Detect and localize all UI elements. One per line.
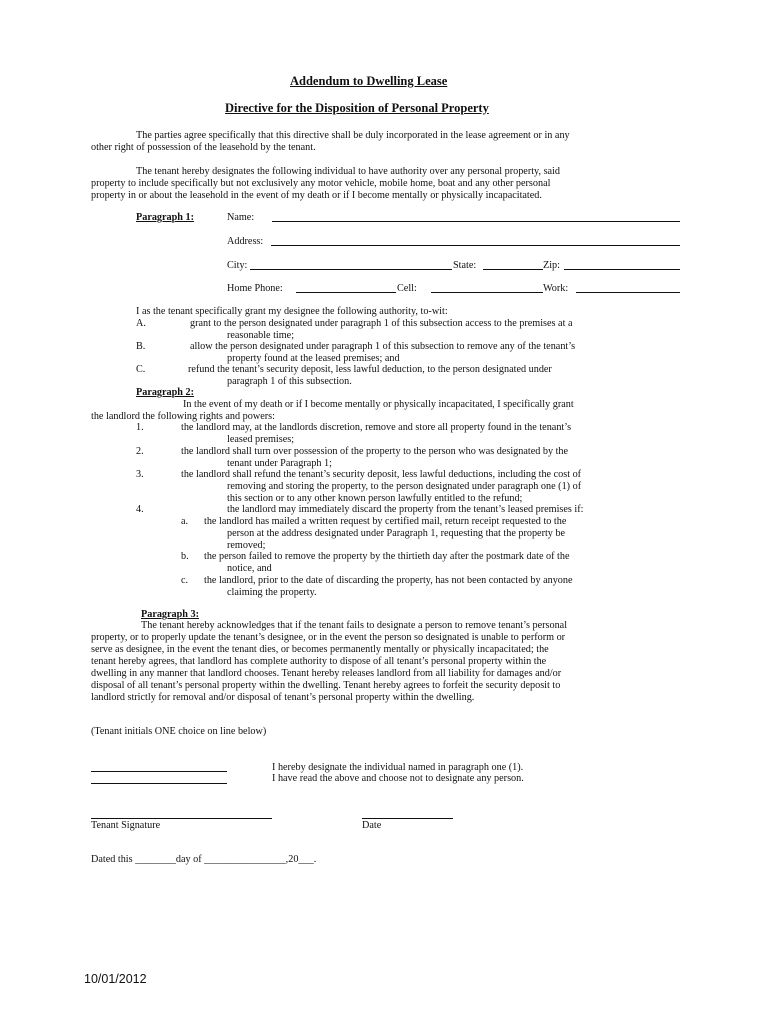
p2-sub-b-line2: notice, and: [227, 563, 272, 574]
authority-a-line2: reasonable time;: [227, 330, 295, 341]
intro1-line1: The parties agree specifically that this directive shall be duly incorporated in the lease agreement or in any: [136, 130, 570, 141]
p2-intro-line1: In the event of my death or if I become mentally or physically incapacitated, I specifically grant: [183, 399, 574, 410]
p2-sub-a-line2: person at the address designated under Paragraph 1, requesting that the property be: [227, 528, 566, 539]
p3-line3: serve as designee, in the event the tenant dies, or becomes permanently mentally or physically incapacitated; the: [91, 644, 549, 655]
p2-sub-a-line1: the landlord has mailed a written request by certified mail, return receipt requested to the: [204, 516, 567, 527]
document-subtitle: Directive for the Disposition of Personal Property: [225, 101, 489, 115]
p2-sub-a-marker: a.: [181, 516, 189, 527]
p3-line1: The tenant hereby acknowledges that if the tenant fails to designate a person to remove tenant’s personal: [141, 620, 568, 631]
work-field[interactable]: [576, 292, 680, 293]
intro2-line3: property in or about the leasehold in the event of my death or if I become mentally or physically incapacitated.: [91, 190, 542, 201]
p2-sub-a-line3: removed;: [227, 540, 266, 551]
paragraph1-heading: Paragraph 1:: [136, 212, 195, 223]
home-phone-label: Home Phone:: [227, 283, 283, 294]
authority-c-line1: refund the tenant’s security deposit, less lawful deduction, to the person designated under: [188, 364, 552, 375]
p2-sub-c-line2: claiming the property.: [227, 587, 317, 598]
p3-line7: landlord strictly for removal and/or disposal of tenant’s personal property within the dwelling.: [91, 692, 475, 703]
footer-date: 10/01/2012: [84, 972, 147, 986]
p2-sub-b-line1: the person failed to remove the property by the thirtieth day after the postmark date of the: [204, 551, 570, 562]
name-label: Name:: [227, 212, 255, 223]
p3-line6: disposal of all tenant’s personal property within the dwelling. Tenant hereby agrees to forfeit the security deposit to: [91, 680, 561, 691]
p2-item4-marker: 4.: [136, 504, 144, 515]
initials-designate-text: I hereby designate the individual named in paragraph one (1).: [272, 762, 524, 773]
p3-line2: property, or to properly update the tenant’s designee, or in the event the person so designated is unable to perform or: [91, 632, 566, 643]
p2-item3-line1: the landlord shall refund the tenant’s security deposit, less lawful deductions, including the cost of: [181, 469, 582, 480]
p2-item3-line2: removing and storing the property, to the person designated under paragraph one (1) of: [227, 481, 582, 492]
home-phone-field[interactable]: [296, 292, 396, 293]
paragraph2-heading: Paragraph 2:: [136, 387, 195, 398]
authority-b-marker: B.: [136, 341, 146, 352]
initials-decline-text: I have read the above and choose not to designate any person.: [272, 773, 524, 784]
authority-c-line2: paragraph 1 of this subsection.: [227, 376, 352, 387]
zip-field[interactable]: [564, 269, 680, 270]
cell-field[interactable]: [431, 292, 543, 293]
state-field[interactable]: [483, 269, 543, 270]
authority-a-line1: grant to the person designated under paragraph 1 of this subsection access to the premises at a: [190, 318, 573, 329]
authority-b-line1: allow the person designated under paragraph 1 of this subsection to remove any of the tenant’s: [190, 341, 576, 352]
p2-sub-b-marker: b.: [181, 551, 189, 562]
p2-item3-marker: 3.: [136, 469, 144, 480]
tenant-signature-label: Tenant Signature: [91, 820, 161, 831]
intro1-line2: other right of possession of the leasehold by the tenant.: [91, 142, 316, 153]
address-field[interactable]: [271, 245, 680, 246]
authority-c-marker: C.: [136, 364, 146, 375]
work-label: Work:: [543, 283, 569, 294]
initials-designate-field[interactable]: [91, 771, 227, 772]
name-field[interactable]: [272, 221, 680, 222]
document-title: Addendum to Dwelling Lease: [290, 74, 448, 88]
intro2-line1: The tenant hereby designates the following individual to have authority over any personal property, said: [136, 166, 560, 177]
p2-item2-line1: the landlord shall turn over possession of the property to the person who was designated by the: [181, 446, 569, 457]
initials-instruction: (Tenant initials ONE choice on line below): [91, 726, 267, 737]
p2-item2-marker: 2.: [136, 446, 144, 457]
city-field[interactable]: [250, 269, 452, 270]
paragraph3-heading: Paragraph 3:: [141, 609, 200, 620]
p3-line4: tenant hereby agrees, that landlord has complete authority to dispose of all tenant’s personal property within the: [91, 656, 547, 667]
initials-decline-field[interactable]: [91, 783, 227, 784]
signature-date-field[interactable]: [362, 818, 453, 819]
intro2-line2: property to include specifically but not exclusively any motor vehicle, mobile home, boat and any other personal: [91, 178, 551, 189]
cell-label: Cell:: [397, 283, 417, 294]
authority-a-marker: A.: [136, 318, 146, 329]
p2-item4-line1: the landlord may immediately discard the property from the tenant’s leased premises if:: [227, 504, 584, 515]
p2-item1-line1: the landlord may, at the landlords discretion, remove and store all property found in the tenant’s: [181, 422, 572, 433]
dated-line: Dated this ________day of ________________,20___.: [91, 854, 317, 865]
p3-line5: dwelling in any manner that landlord chooses. Tenant hereby releases landlord from all liability for damages and/or: [91, 668, 562, 679]
zip-label: Zip:: [543, 260, 560, 271]
signature-date-label: Date: [362, 820, 382, 831]
p2-item3-line3: this section or to any other known person lawfully entitled to the refund;: [227, 493, 523, 504]
city-label: City:: [227, 260, 248, 271]
p2-sub-c-marker: c.: [181, 575, 189, 586]
authority-intro: I as the tenant specifically grant my designee the following authority, to-wit:: [136, 306, 448, 317]
authority-b-line2: property found at the leased premises; and: [227, 353, 400, 364]
state-label: State:: [453, 260, 477, 271]
p2-item2-line2: tenant under Paragraph 1;: [227, 458, 332, 469]
p2-intro-line2: the landlord the following rights and powers:: [91, 411, 275, 422]
tenant-signature-field[interactable]: [91, 818, 272, 819]
p2-sub-c-line1: the landlord, prior to the date of discarding the property, has not been contacted by anyone: [204, 575, 573, 586]
p2-item1-line2: leased premises;: [227, 434, 295, 445]
address-label: Address:: [227, 236, 264, 247]
p2-item1-marker: 1.: [136, 422, 144, 433]
